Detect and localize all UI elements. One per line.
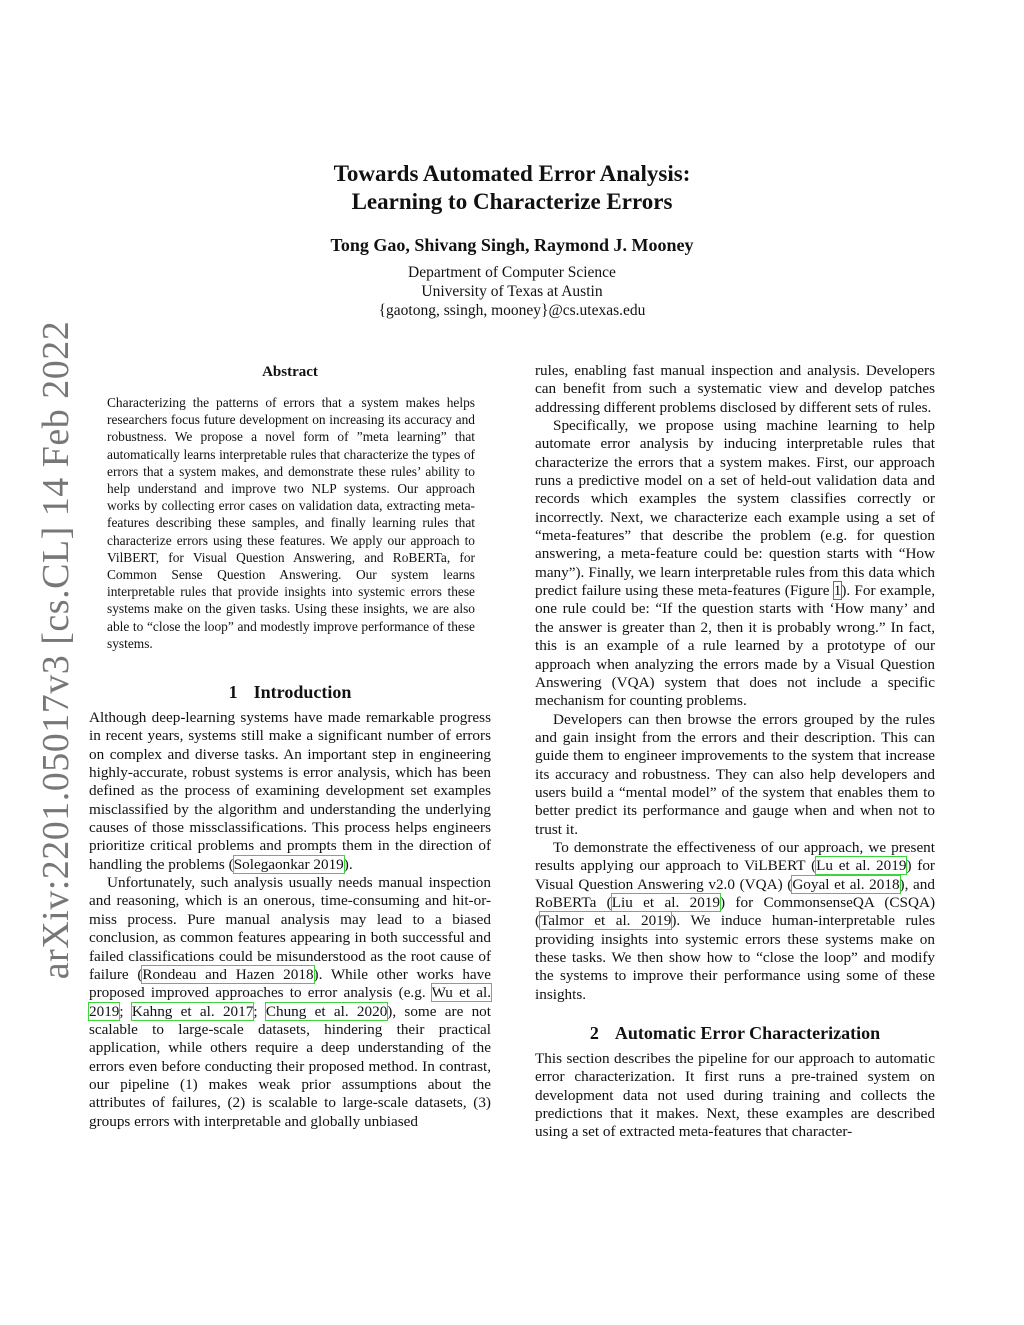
citation-link[interactable]: Lu et al. 2019 [816, 857, 907, 875]
right-column [535, 362, 935, 1142]
right-p3-text-b: ) for Visual Question Answering v2.0 (VQA) ( [535, 857, 935, 893]
right-p1-text-a: Specifically, we propose using machine learning to help automate error analysis by inducing interpretable rules that characterize the errors that a system makes. First, our approach runs a predictive model on a set of held-out validation data and records which examples the system classifies correctly or incorrectly. Next, we characterize each example using a set of “meta-features” that describe the problem (e.g. for question answering, a meta-feature could be: question starts with “How many”). Finally, we learn interpretable rules from this data which predict failure using these meta-features (Figure [535, 417, 935, 600]
citation-link[interactable]: Kahng et al. 2017 [131, 1002, 254, 1020]
citation-link[interactable]: Goyal et al. 2018 [792, 875, 900, 893]
right-paragraph-2: Developers can then browse the errors grouped by the rules and gain insight from the errors and their description. This can guide them to engineer improvements to the system that increase its accuracy and robustness. They can also help developers and users build a “mental model” of the system that enables them to better predict its performance and gauge when and when not to trust it. [535, 710, 935, 838]
paper-title [180, 160, 844, 216]
intro-section-title: Introduction [253, 682, 352, 703]
section-2-paragraph: This section describes the pipeline for our approach to automatic error characterization. It first runs a pre-trained system on development data not used during training and collects the predictions that it makes. Next, these examples are described using a set of extracted meta-features that character- [535, 1050, 935, 1141]
intro-p2-separator: ; [253, 1002, 266, 1020]
citation-link[interactable]: Talmor et al. 2019 [540, 912, 672, 930]
citation-link[interactable]: Rondeau and Hazen 2018 [142, 965, 314, 983]
right-p3-text-a: To demonstrate the effectiveness of our approach, we present results applying our approach to ViLBERT ( [535, 838, 935, 875]
right-p3-text-d: ) for CommonsenseQA (CSQA) ( [535, 893, 935, 930]
intro-section-number: 1 [228, 682, 238, 703]
section-2-heading [535, 1022, 935, 1044]
intro-paragraph-2 [89, 874, 491, 1131]
right-p3-text-e: ). We induce human-interpretable rules providing insights into systemic errors these systems make on these tasks. We then show how to “close the loop” and modify the systems to improve their performance using some of these insights. [535, 912, 936, 1003]
affiliation-university: University of Texas at Austin [421, 283, 603, 300]
title-line-2: Learning to Characterize Errors [351, 189, 673, 214]
author-list: Tong Gao, Shivang Singh, Raymond J. Mooney [330, 235, 694, 255]
right-p1-text-b: ). For example, one rule could be: “If the question starts with ‘How many’ and the answer is greater than 2, then it is probably wrong.” In fact, this is an example of a rule learned by a prototype of our approach when analyzing the errors made by a Visual Question Answering (VQA) system that does not include a specific mechanism for counting problems. [535, 582, 935, 710]
intro-paragraph-1 [89, 709, 491, 874]
intro-p2-text-a: Unfortunately, such analysis usually needs manual inspection and reasoning, which is an onerous, time-consuming and hit-or-miss process. Pure manual analysis may lead to a biased conclusion, as common features appearing in both successful and failed classifications could be misunderstood as the root cause of failure ( [89, 874, 491, 983]
citation-link[interactable]: Solegaonkar 2019 [233, 855, 344, 873]
intro-p2-separator: ; [119, 1002, 132, 1020]
right-paragraph-0: rules, enabling fast manual inspection and analysis. Developers can benefit from such a systematic view and develop patches addressing different problems disclosed by different sets of rules. [535, 362, 935, 416]
intro-p2-text-c: ), some are not scalable to large-scale datasets, hindering their practical application, while others require a deep understanding of the errors even before conducting their proposed method. In contrast, our pipeline (1) makes weak prior assumptions about the attributes of failures, (2) is scalable to large-scale datasets, (3) groups errors with interpretable and globally unbiased [89, 1002, 491, 1130]
abstract-heading: Abstract [262, 364, 318, 380]
figure-reference-link[interactable]: 1 [833, 582, 842, 600]
intro-p2-text-b: ). While other works have proposed improved approaches to error analysis (e.g. [89, 965, 492, 1002]
right-paragraph-1 [535, 417, 935, 711]
section-2-number: 2 [589, 1023, 599, 1044]
citation-link[interactable]: Liu et al. 2019 [611, 893, 720, 911]
intro-p1-text: Although deep-learning systems have made remarkable progress in recent years, systems still make a significant number of errors on complex and diverse tasks. An important step in engineering highly-accurate, robust systems is error analysis, which has been defined as the process of examining development set examples misclassified by the algorithm and understanding the underlying causes of those missclassifications. This process helps engineers prioritize critical problems and prompts them in the direction of handling the problems ( [89, 709, 491, 873]
right-p3-text-c: ), and RoBERTa ( [535, 875, 935, 911]
abstract-text: Characterizing the patterns of errors that a system makes helps researchers focus future development on increasing its accuracy and robustness. We propose a novel form of ”meta learning” that automatically learns interpretable rules that characterize the types of errors that a system makes, and demonstrate these rules’ ability to help understand and improve two NLP systems. Our approach works by collecting error cases on validation data, extracting meta-features describing these samples, and finally learning rules that characterize errors using these features. We apply our approach to VilBERT, for Visual Question Answering, and RoBERTa, for Common Sense Question Answering. Our system learns interpretable rules that provide insights into systemic errors these systems make on the given tasks. Using these insights, we are also able to “close the loop” and modestly improve performance of these systems. [107, 395, 475, 651]
intro-p1-end: ). [343, 855, 353, 873]
affiliation-department: Department of Computer Science [408, 264, 616, 281]
citation-link[interactable]: Wu et al. 2019 [89, 984, 491, 1020]
left-column [89, 362, 491, 1131]
arxiv-identifier: arXiv:2201.05017v3 [cs.CL] 14 Feb 2022 [35, 320, 77, 980]
right-paragraph-3 [535, 839, 935, 1004]
intro-heading [89, 681, 491, 703]
affiliation [180, 263, 844, 320]
citation-link[interactable]: Chung et al. 2020 [265, 1002, 388, 1020]
affiliation-email: {gaotong, ssingh, mooney}@cs.utexas.edu [378, 302, 646, 319]
title-line-1: Towards Automated Error Analysis: [333, 161, 691, 186]
section-2-title: Automatic Error Characterization [614, 1023, 881, 1044]
